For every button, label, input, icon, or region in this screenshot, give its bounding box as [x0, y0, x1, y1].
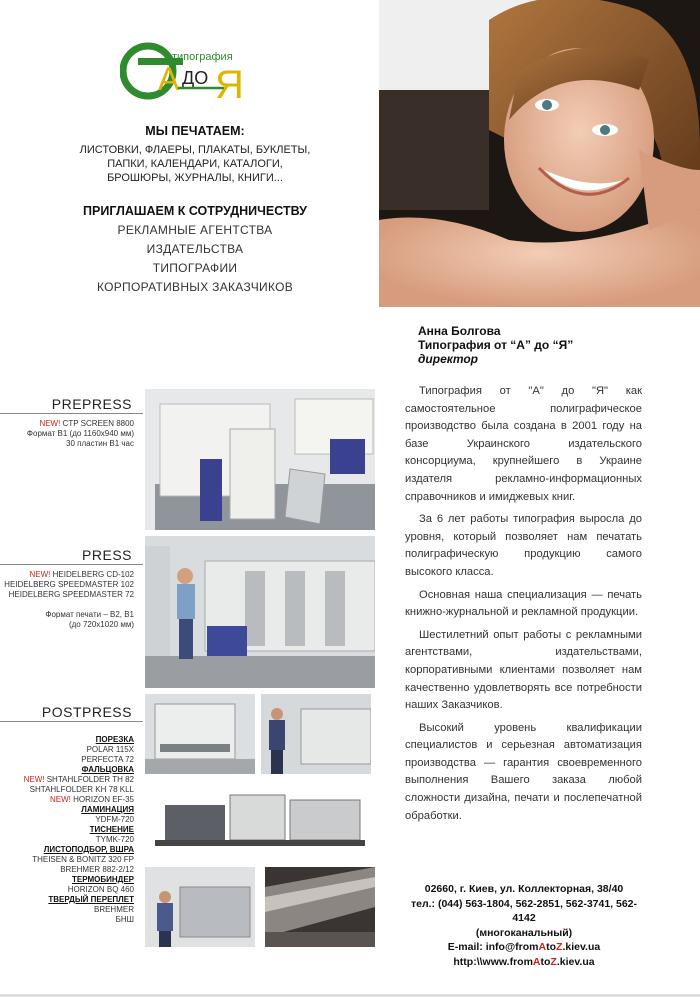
director-photo [379, 0, 700, 307]
we-print-line: ПАПКИ, КАЛЕНДАРИ, КАТАЛОГИ, [107, 158, 283, 170]
press-title: PRESS [82, 547, 132, 563]
postpress-divider [0, 721, 143, 722]
we-print-line: ЛИСТОВКИ, ФЛАЕРЫ, ПЛАКАТЫ, БУКЛЕТЫ, [79, 144, 311, 156]
cut-category: ПОРЕЗКА [95, 735, 134, 744]
stitching-category: ЛИСТОПОДБОР, ВШРА [43, 845, 134, 854]
cooperation-heading: ПРИГЛАШАЕМ К СОТРУДНИЧЕСТВУ [83, 204, 307, 218]
description-paragraph: Высокий уровень квалификации специалистов и серьезная автоматизация производства — гарантия своевременного выполнения Вашего заказа любой сложности дизайна, печати и послепечатной обработки. [405, 721, 642, 822]
folder-photo [145, 780, 375, 860]
logo-top-word: типография [172, 51, 233, 63]
operator-photo [261, 694, 371, 774]
hardcover-line-photo [265, 867, 375, 947]
director-role: директор [418, 352, 479, 366]
hardcover-category: ТВЕРДЫЙ ПЕРЕПЛЕТ [48, 895, 134, 904]
description-paragraph: Шестилетний опыт работы с рекламными агентствами, издательствами, корпоративными клиентами позволяет нам качественно удовлетворять все потребности наших Заказчиков. [405, 628, 642, 712]
prepress-title: PREPRESS [51, 396, 132, 412]
partner-item: ТИПОГРАФИИ [152, 261, 238, 275]
new-badge: NEW! [39, 419, 61, 428]
email-link[interactable]: E-mail: info@fromAtoZ.kiev.ua [447, 941, 601, 953]
we-print-heading: МЫ ПЕЧАТАЕМ: [145, 124, 245, 138]
binder-category: ТЕРМОБИНДЕР [72, 875, 134, 884]
postpress-title: POSTPRESS [41, 704, 132, 720]
we-print-line: БРОШЮРЫ, ЖУРНАЛЫ, КНИГИ... [107, 172, 283, 184]
description-paragraph: Основная наша специализация — печать книжно-журнальной и рекламной продукции. [405, 588, 642, 619]
new-badge: NEW! [29, 570, 51, 579]
company-description [405, 383, 642, 830]
press-photo [145, 536, 375, 688]
lamination-category: ЛАМИНАЦИЯ [81, 805, 134, 814]
press-specs: NEW! HEIDELBERG CD-102 HEIDELBERG SPEEDMASTER 102 HEIDELBERG SPEEDMASTER 72 Формат печати – B2, B1 (до 720x1020 мм) [4, 570, 134, 629]
address: 02660, г. Киев, ул. Коллекторная, 38/40 [424, 883, 624, 895]
description-paragraph: За 6 лет работы типография выросла до уровня, который позволяет нам печатать полиграфическую продукцию самого высокого класса. [405, 513, 642, 578]
company-logo [120, 38, 250, 104]
partner-item: ИЗДАТЕЛЬСТВА [146, 242, 244, 256]
company-name: Типография от “А” до “Я” [418, 338, 574, 352]
description-paragraph: Типография от "А" до "Я" как самостоятельное полиграфическое производство была создана в 2001 году на базе Украинского издательского консорциума, крупнейшего в Украине издателя рекламно-информационных справочников и имиджевых книг. [405, 385, 642, 503]
logo-letters-do: ДО [182, 68, 209, 88]
website-link[interactable]: http:\\www.fromAtoZ.kiev.ua [453, 955, 595, 968]
prepress-photo [145, 389, 375, 530]
logo-letter-a: А [158, 61, 180, 97]
postpress-specs: ПОРЕЗКА POLAR 115X PERFECTA 72 ФАЛЬЦОВКА NEW! SHTAHLFOLDER TH 82 SHTAHLFOLDER KH 78 KLL NEW! HORIZON EF-35 ЛАМИНАЦИЯ YDFM-720 ТИСНЕНИЕ TYMK-720 ЛИСТОПОДБОР, ВШРА THEISEN & BONITZ 320 FP BREHMER 882-2/12 ТЕРМОБИНДЕР HORIZON BQ 460 ТВЕРДЫЙ ПЕРЕПЛЕТ BREHMER БНШ [0, 735, 134, 925]
director-info [418, 324, 678, 366]
phone-note: (многоканальный) [475, 926, 573, 939]
phone: тел.: (044) 563-1804, 562-2851, 562-3741, 562-4142 [410, 897, 638, 924]
fold-category: ФАЛЬЦОВКА [81, 765, 134, 774]
partner-item: КОРПОРАТИВНЫХ ЗАКАЗЧИКОВ [96, 280, 294, 294]
press-divider [0, 564, 143, 565]
we-print-list [40, 143, 350, 185]
partner-item: РЕКЛАМНЫЕ АГЕНТСТВА [117, 223, 273, 237]
partners-list [40, 221, 350, 297]
contacts-block [404, 882, 644, 969]
prepress-specs: NEW! CTP SCREEN 8800 Формат B1 (до 1160x940 мм) 30 пластин B1 час [26, 419, 134, 448]
cutter-photo [145, 694, 255, 774]
director-name: Анна Болгова [418, 324, 501, 338]
binder-photo [145, 867, 255, 947]
embossing-category: ТИСНЕНИЕ [89, 825, 134, 834]
prepress-divider [0, 413, 143, 414]
logo-letter-ya: Я [215, 63, 244, 104]
